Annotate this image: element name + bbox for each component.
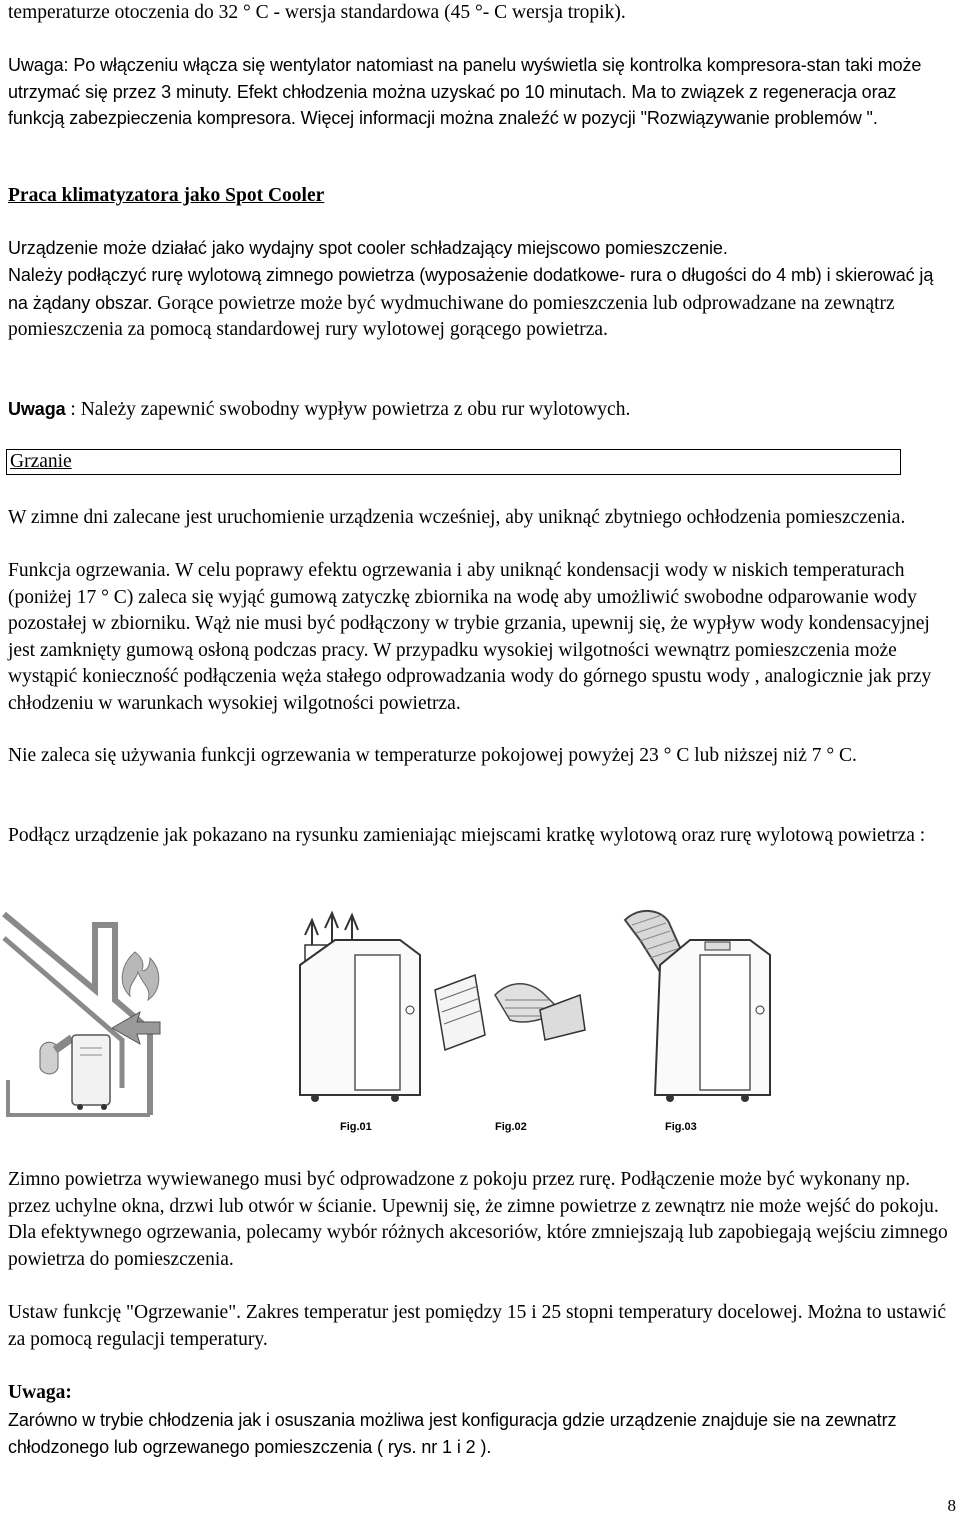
page-number: 8: [947, 1496, 956, 1515]
paragraph-temperature: temperaturze otoczenia do 32 ° C - wersja standardowa (45 °- C wersja tropik).: [8, 2, 626, 23]
note-label: Uwaga: [8, 399, 66, 419]
note-text: : Należy zapewnić swobodny wypływ powietrza z obu rur wylotowych.: [65, 399, 631, 420]
paragraph-final-note: Zarówno w trybie chłodzenia jak i osuszania możliwa jest konfiguracja gdzie urządzenie znajduje sie na zewnatrz chłodzonego lub ogrzewanego pomieszczenia ( rys. nr 1 i 2 ).: [8, 1410, 897, 1457]
fire-icon: [112, 952, 160, 1044]
paragraph-compressor-note: Uwaga: Po włączeniu włącza się wentylator natomiast na panelu wyświetla się kontrolka kompresora-stan taki może utrzymać się przez 3 minuty. Efekt chłodzenia można uzyskać po 10 minutach. Ma to związek z regeneracja oraz funkcją zabezpieczenia kompresora. Więcej informacji można znaleźć w pozycji "Rozwiązywanie problemów ".: [8, 55, 922, 128]
paragraph-connect-device: Podłącz urządzenie jak pokazano na rysunku zamieniając miejscami kratkę wylotową oraz rurę wylotową powietrza :: [8, 825, 926, 846]
section-heading-heating: Grzanie: [10, 451, 72, 472]
paragraph-cold-air-exhaust: Zimno powietrza wywiewanego musi być odprowadzone z pokoju przez rurę. Podłączenie może być wykonany np. przez uchylne okna, drzwi lub otwór w ścianie. Upewnij się, że zimne powietrze z zewnątrz nie może wejść do pokoju. Dla efektywnego ogrzewania, polecamy wybór różnych akcesoriów, które zmniejszają lub zapobiegają wejściu zimnego powietrza do pomieszczenia.: [8, 1169, 948, 1270]
spot-pipe-sans: Należy podłączyć rurę wylotową zimnego powietrza (wyposażenie dodatkowe- rura o długości do 4 mb) i skierować ją na żądany obszar.: [8, 265, 934, 313]
paragraph-spot-intro: Urządzenie może działać jako wydajny spot cooler schładzający miejscowo pomieszczenie.: [8, 238, 728, 258]
fig-label-1: Fig.01: [340, 1121, 372, 1133]
heating-heading-box: [6, 449, 901, 475]
paragraph-heating-limits: Nie zaleca się używania funkcji ogrzewania w temperaturze pokojowej powyżej 23 ° C lub niższej niż 7 ° C.: [8, 745, 857, 766]
spot-pipe-serif: Gorące powietrze może być wydmuchiwane do pomieszczenia lub odprowadzane na zewnątrz pomieszczenia za pomocą standardowej rury wylotowej gorącego powietrza.: [8, 292, 895, 340]
paragraph-airflow-note: [8, 396, 952, 424]
fig-label-3: Fig.03: [665, 1121, 697, 1133]
paragraph-heating-function: Funkcja ogrzewania. W celu poprawy efektu ogrzewania i aby uniknąć kondensacji wody w niskich temperaturach (poniżej 17 ° C) zaleca się wyjąć gumową zatyczkę zbiornika na wodę aby umożliwić swobodne odparowanie wody pozostałej w zbiorniku. Wąż nie musi być podłączony w trybie grzania, upewnij się, że wypływ wody kondensacyjnej jest zamknięty gumową osłoną podczas pracy. W przypadku wysokiej wilgotności wewnątrz pomieszczenia może wystąpić konieczność podłączenia węża stałego odprowadzania wody do górnego spustu wody , analogicznie jak przy chłodzeniu w warunkach wysokiej wilgotności powietrza.: [8, 560, 932, 714]
portable-unit-fig1: [300, 913, 420, 1133]
installation-figure: [0, 900, 960, 1140]
grille-and-hose-fig2: [435, 975, 585, 1133]
fig-label-2: Fig.02: [495, 1121, 527, 1133]
section-heading-spot-cooler: Praca klimatyzatora jako Spot Cooler: [8, 185, 325, 206]
paragraph-spot-pipe: [8, 262, 952, 344]
final-note-label: Uwaga:: [8, 1382, 72, 1403]
paragraph-cold-days: W zimne dni zalecane jest uruchomienie urządzenia wcześniej, aby uniknąć zbytniego ochłodzenia pomieszczenia.: [8, 507, 906, 528]
unit-in-house: [40, 1035, 110, 1110]
portable-unit-fig3: [625, 911, 770, 1133]
paragraph-set-heating: Ustaw funkcję "Ogrzewanie". Zakres temperatur jest pomiędzy 15 i 25 stopni temperatury docelowej. Można to ustawić za pomocą regulacji temperatury.: [8, 1302, 947, 1350]
